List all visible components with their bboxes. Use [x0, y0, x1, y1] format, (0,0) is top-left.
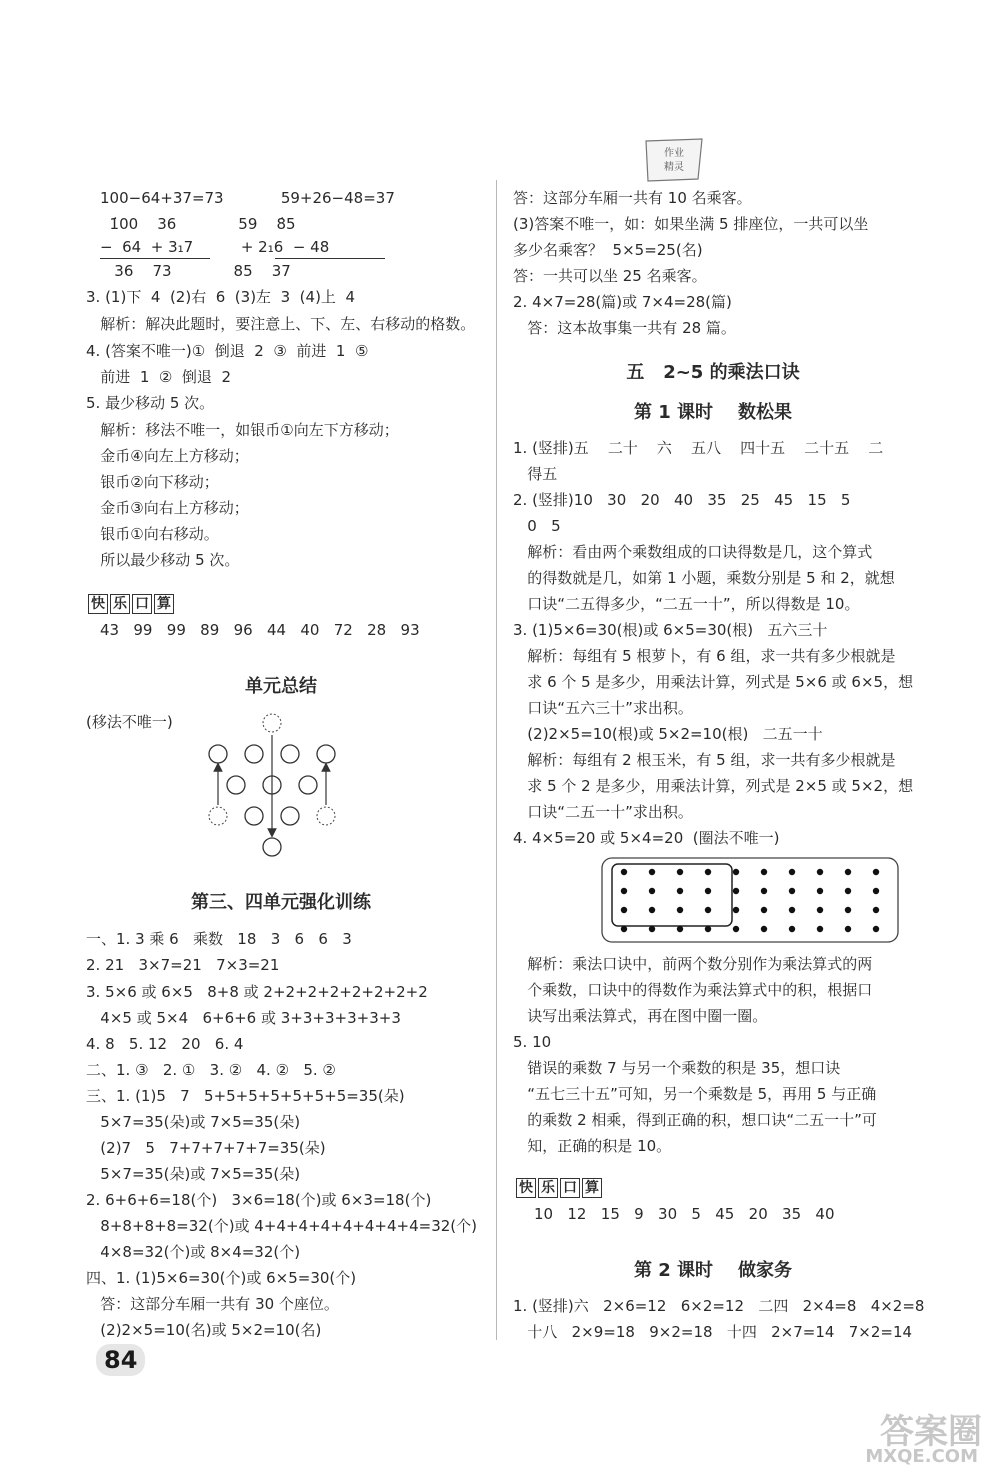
grid-dot	[705, 907, 711, 913]
grid-dot	[649, 907, 655, 913]
answer-5-step2: 银币②向下移动；	[86, 473, 219, 491]
right-top-line: 多少名乘客？ 5×5=25(名)	[513, 241, 703, 259]
coin	[281, 807, 299, 825]
s2-line: 2. 21 3×7=21 7×3=21	[86, 956, 280, 974]
circled-group	[612, 864, 732, 926]
l1-line: 解析：每组有 5 根萝卜，有 6 组，求一共有多少根就是	[513, 647, 896, 665]
s2-line: 5×7=35(朵)或 7×5=35(朵)	[86, 1113, 301, 1131]
coin	[281, 745, 299, 763]
chapter-title: 五 2~5 的乘法口诀	[626, 362, 800, 383]
grid-dot	[705, 888, 711, 894]
watermark-url: MXQE.COM	[865, 1446, 978, 1467]
tag-char: 口	[560, 1178, 580, 1198]
answer-3: 3. (1)下 4 (2)右 6 (3)左 3 (4)上 4	[86, 288, 355, 306]
s2-line: 三、1. (1)5 7 5+5+5+5+5+5+5=35(朵)	[86, 1087, 405, 1105]
lesson2-title: 第 2 课时 做家务	[633, 1260, 793, 1281]
unit-summary-title: 单元总结	[245, 676, 317, 697]
calc-line-2: 1̇00 36 59 8̇5	[100, 215, 296, 233]
calc-line-3: − 64 + 3₁7 + 2₁6 − 48	[100, 238, 330, 256]
l1-line: 求 6 个 5 是多少，用乘法计算，列式是 5×6 或 6×5，想	[513, 673, 914, 691]
right-top-line: (3)答案不唯一，如：如果坐满 5 排座位，一共可以坐	[513, 215, 869, 233]
l1-line: 的得数就是几，如第 1 小题，乘数分别是 5 和 2，就想	[513, 569, 895, 587]
grid-dot	[761, 926, 767, 932]
l1-after-line: “五七三十五”可知，另一个乘数是 5，再用 5 与正确	[513, 1085, 877, 1103]
l1-after-line: 个乘数，口诀中的得数作为乘法算式中的积，根据口	[513, 981, 873, 999]
s2-line: 4×5 或 5×4 6+6+6 或 3+3+3+3+3+3	[86, 1009, 401, 1027]
lesson1-title: 第 1 课时 数松果	[633, 402, 793, 423]
s2-line: (2)2×5=10(名)或 5×2=10(名)	[86, 1321, 322, 1339]
grid-dot	[873, 926, 879, 932]
calc-line-4: 36 73 85 37	[100, 262, 291, 280]
grid-dot	[621, 907, 627, 913]
coin-dashed	[263, 714, 281, 732]
answer-4-cont: 前进 1 ② 倒退 2	[86, 368, 231, 386]
tag-char: 快	[88, 594, 108, 614]
right-top-line: 答：一共可以坐 25 名乘客。	[513, 267, 707, 285]
tag-char: 算	[154, 594, 174, 614]
stamp-icon	[640, 135, 708, 185]
grid-dot	[677, 926, 683, 932]
grid-dot	[817, 926, 823, 932]
watermark-logo: 答案圈	[880, 1412, 982, 1452]
grid-dot	[649, 888, 655, 894]
l1-after-line: 诀写出乘法算式，再在图中圈一圈。	[513, 1007, 768, 1025]
s2-line: 4. 8 5. 12 20 6. 4	[86, 1035, 244, 1053]
l2-line: 十八 2×9=18 9×2=18 十四 2×7=14 7×2=14	[513, 1323, 913, 1341]
l1-line: 得五	[513, 465, 558, 483]
coin	[299, 776, 317, 794]
grid-dot	[845, 888, 851, 894]
l1-line: 0 5	[513, 517, 561, 535]
l1-line: 求 5 个 2 是多少，用乘法计算，列式是 2×5 或 5×2，想	[513, 777, 914, 795]
coin-diagram	[200, 705, 350, 860]
grid-dot	[705, 869, 711, 875]
coin	[245, 807, 263, 825]
grid-dot	[733, 869, 739, 875]
coin	[209, 745, 227, 763]
grid-dot	[845, 907, 851, 913]
l1-line: 1. (竖排)五 二十 六 五八 四十五 二十五 二	[513, 439, 884, 457]
l1-after-line: 错误的乘数 7 与另一个乘数的积是 35，想口诀	[513, 1059, 841, 1077]
tag-char: 算	[582, 1178, 602, 1198]
right-top-line: 2. 4×7=28(篇)或 7×4=28(篇)	[513, 293, 732, 311]
calc-underline-2	[275, 258, 385, 259]
dot-grid-figure	[600, 856, 900, 944]
page-number: 84	[96, 1344, 145, 1376]
grid-dot	[873, 907, 879, 913]
calc-underline-1	[100, 258, 210, 259]
tag-char: 快	[516, 1178, 536, 1198]
grid-dot	[677, 907, 683, 913]
right-top-line: 答：这本故事集一共有 28 篇。	[513, 319, 736, 337]
section2-title: 第三、四单元强化训练	[191, 892, 371, 913]
l1-line: 解析：看由两个乘数组成的口诀得数是几，这个算式	[513, 543, 873, 561]
l1-line: 解析：每组有 2 根玉米，有 5 组，求一共有多少根就是	[513, 751, 896, 769]
coin-dashed	[317, 807, 335, 825]
coin	[317, 745, 335, 763]
svg-text:精灵: 精灵	[664, 162, 684, 173]
calc-line-1: 100−64+37=73 59+26−48=37	[100, 189, 395, 207]
grid-dot	[621, 888, 627, 894]
s2-line: 一、1. 3 乘 6 乘数 18 3 6 6 3	[86, 930, 352, 948]
coin	[263, 838, 281, 856]
grid-dot	[789, 907, 795, 913]
answer-5-step4: 银币①向右移动。	[86, 525, 219, 543]
coin	[227, 776, 245, 794]
s2-line: 5×7=35(朵)或 7×5=35(朵)	[86, 1165, 301, 1183]
right-top-line: 答：这部分车厢一共有 10 名乘客。	[513, 189, 752, 207]
svg-text:作业: 作业	[664, 148, 684, 159]
tag-char: 乐	[110, 594, 130, 614]
grid-dot	[733, 888, 739, 894]
s2-line: 3. 5×6 或 6×5 8+8 或 2+2+2+2+2+2+2+2	[86, 983, 428, 1001]
l1-line: 3. (1)5×6=30(根)或 6×5=30(根) 五六三十	[513, 621, 828, 639]
answer-5-conclusion: 所以最少移动 5 次。	[86, 551, 240, 569]
s2-line: 4×8=32(个)或 8×4=32(个)	[86, 1243, 301, 1261]
s2-line: 答：这部分车厢一共有 30 个座位。	[86, 1295, 339, 1313]
grid-dot	[789, 869, 795, 875]
answer-3-analysis: 解析：解决此题时，要注意上、下、左、右移动的格数。	[86, 315, 476, 333]
s2-line: 2. 6+6+6=18(个) 3×6=18(个)或 6×3=18(个)	[86, 1191, 432, 1209]
answer-5-step3: 金币③向右上方移动；	[86, 499, 249, 517]
grid-dot	[705, 926, 711, 932]
dots-group	[621, 869, 879, 932]
grid-dot	[873, 888, 879, 894]
grid-dot	[789, 888, 795, 894]
grid-dot	[873, 869, 879, 875]
s2-line: (2)7 5 7+7+7+7+7=35(朵)	[86, 1139, 326, 1157]
answer-5: 5. 最少移动 5 次。	[86, 394, 215, 412]
l1-line: 口诀“二五一十”求出积。	[513, 803, 693, 821]
grid-dot	[621, 926, 627, 932]
grid-dot	[621, 869, 627, 875]
l1-line: (2)2×5=10(根)或 5×2=10(根) 二五一十	[513, 725, 823, 743]
grid-dot	[761, 869, 767, 875]
s2-line: 二、1. ③ 2. ① 3. ② 4. ② 5. ②	[86, 1061, 336, 1079]
s2-line: 8+8+8+8=32(个)或 4+4+4+4+4+4+4+4=32(个)	[86, 1217, 477, 1235]
l1-line: 2. (竖排)10 30 20 40 35 25 45 15 5	[513, 491, 851, 509]
l1-after-line: 解析：乘法口诀中，前两个数分别作为乘法算式的两	[513, 955, 873, 973]
answer-4: 4. (答案不唯一)① 倒退 2 ③ 前进 1 ⑤	[86, 342, 369, 360]
grid-dot	[817, 869, 823, 875]
kuaile-answers-right: 10 12 15 9 30 5 45 20 35 40	[534, 1205, 835, 1223]
kuaile-tag-right	[516, 1178, 602, 1198]
l1-line: 4. 4×5=20 或 5×4=20 (圈法不唯一)	[513, 829, 780, 847]
column-divider	[496, 180, 497, 1340]
grid-dot	[733, 907, 739, 913]
grid-dot	[817, 907, 823, 913]
stamp-logo	[640, 135, 708, 185]
l1-after-line: 5. 10	[513, 1033, 552, 1051]
grid-dot	[789, 926, 795, 932]
l1-after-line: 的乘数 2 相乘，得到正确的积，想口诀“二五一十”可	[513, 1111, 877, 1129]
kuaile-tag-left	[88, 594, 174, 614]
grid-dot	[817, 888, 823, 894]
l1-line: 口诀“五六三十”求出积。	[513, 699, 693, 717]
grid-dot	[845, 869, 851, 875]
answer-5-analysis: 解析：移法不唯一，如银币①向左下方移动；	[86, 421, 399, 439]
l2-line: 1. (竖排)六 2×6=12 6×2=12 二四 2×4=8 4×2=8	[513, 1297, 925, 1315]
grid-dot	[845, 926, 851, 932]
coin-dashed	[209, 807, 227, 825]
grid-dot	[649, 869, 655, 875]
l1-line: 口诀“二五得多少，“二五一十”，所以得数是 10。	[513, 595, 860, 613]
tag-char: 口	[132, 594, 152, 614]
grid-dot	[761, 907, 767, 913]
grid-dot	[677, 869, 683, 875]
grid-dot	[649, 926, 655, 932]
tag-char: 乐	[538, 1178, 558, 1198]
s2-line: 四、1. (1)5×6=30(个)或 6×5=30(个)	[86, 1269, 357, 1287]
unit-summary-note: (移法不唯一)	[86, 713, 173, 731]
grid-dot	[761, 888, 767, 894]
answer-5-step1: 金币④向左上方移动；	[86, 447, 249, 465]
grid-dot	[733, 926, 739, 932]
coin	[245, 745, 263, 763]
l1-after-line: 知，正确的积是 10。	[513, 1137, 672, 1155]
grid-dot	[677, 888, 683, 894]
kuaile-answers-left: 43 99 99 89 96 44 40 72 28 93	[100, 621, 420, 639]
